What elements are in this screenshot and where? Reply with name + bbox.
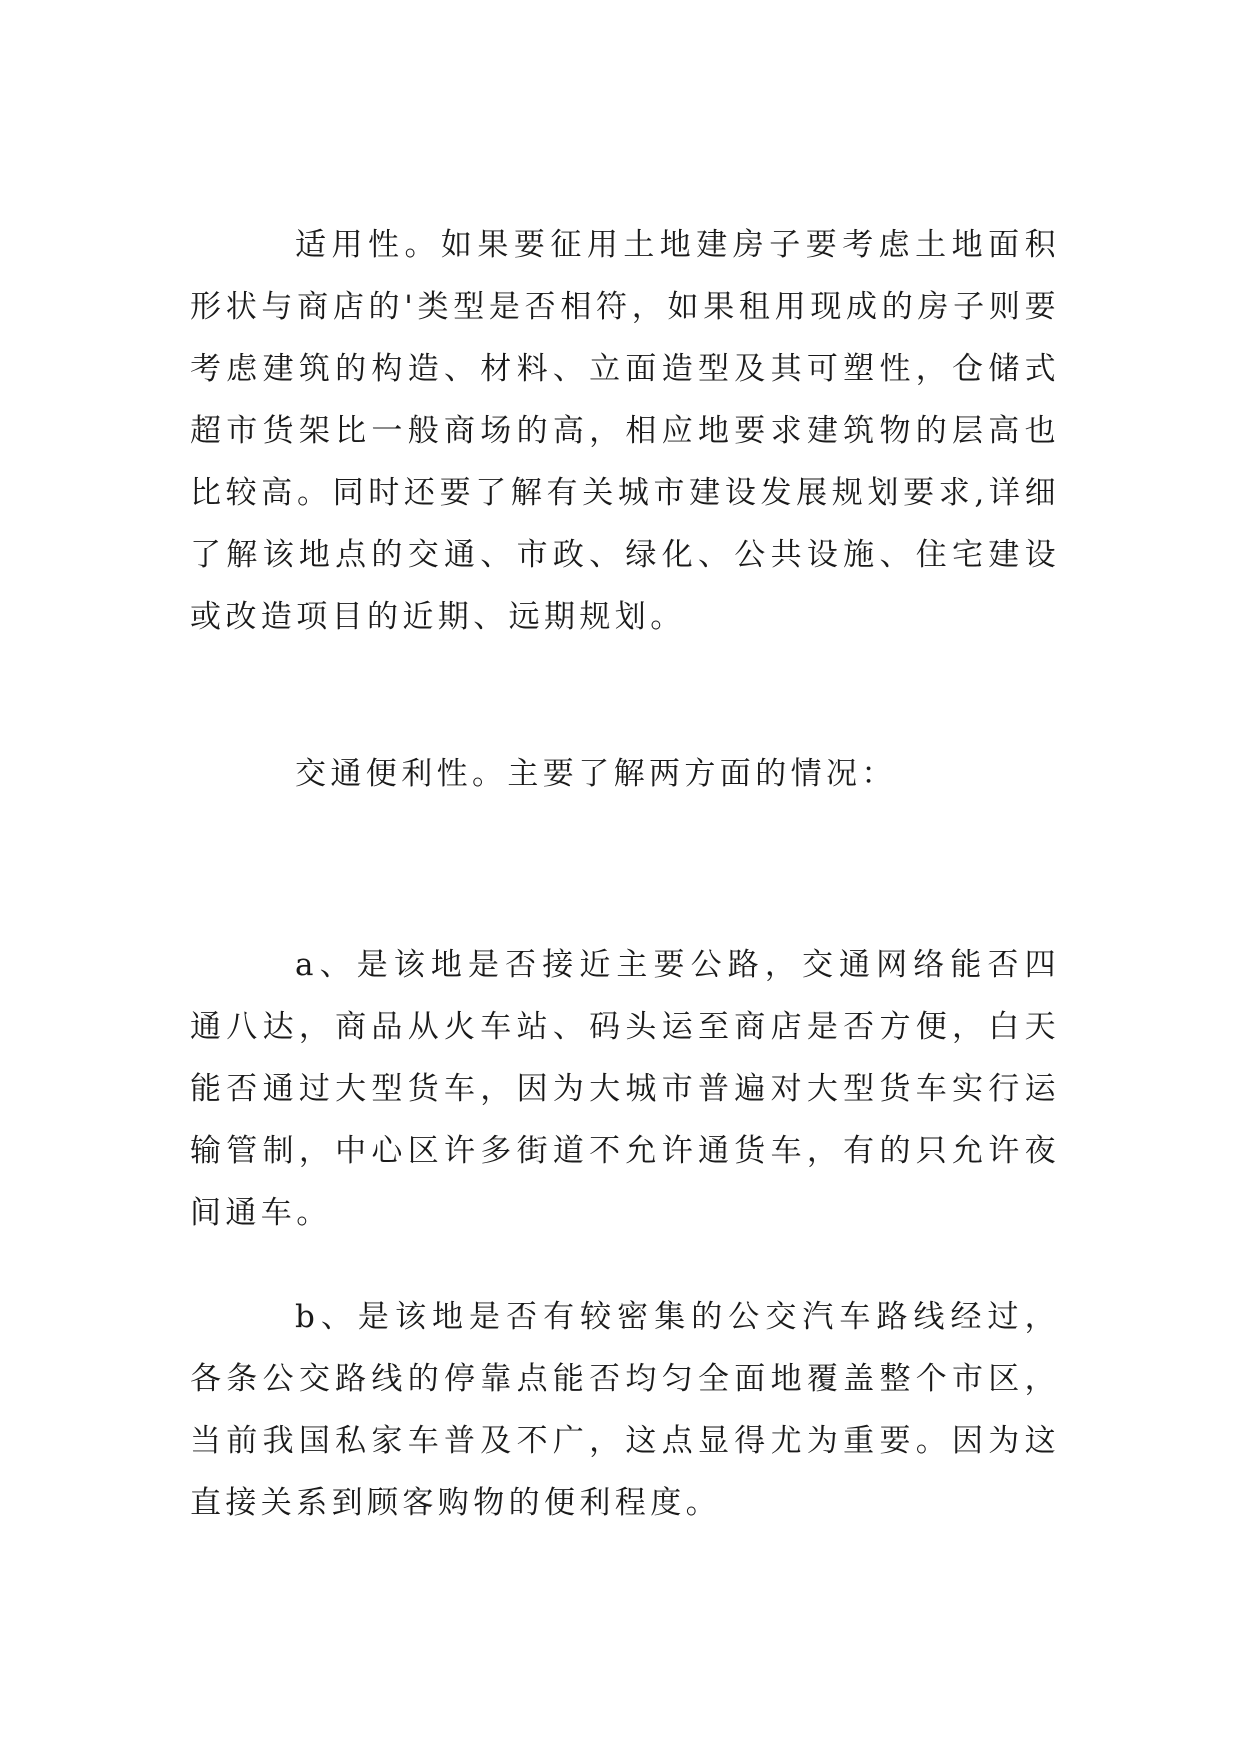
paragraph-item-b: b、是该地是否有较密集的公交汽车路线经过，各条公交路线的停靠点能否均匀全面地覆盖整个市区，当前我国私家车普及不广，这点显得尤为重要。因为这直接关系到顾客购物的便利程度。 — [190, 1299, 1060, 1521]
paragraph-applicability: 适用性。如果要征用土地建房子要考虑土地面积形状与商店的'类型是否相符，如果租用现成的房子则要考虑建筑的构造、材料、立面造型及其可塑性，仓储式超市货架比一般商场的高，相应地要求建筑物的层高也比较高。同时还要了解有关城市建设发展规划要求,详细了解该地点的交通、市政、绿化、公共设施、住宅建设或改造项目的近期、远期规划。 — [190, 227, 1060, 635]
paragraph-transport-convenience: 交通便利性。主要了解两方面的情况： — [295, 756, 897, 792]
paragraph-item-a: a、是该地是否接近主要公路，交通网络能否四通八达，商品从火车站、码头运至商店是否方便，白天能否通过大型货车，因为大城市普遍对大型货车实行运输管制，中心区许多街道不允许通货车，有的只允许夜间通车。 — [190, 947, 1060, 1231]
